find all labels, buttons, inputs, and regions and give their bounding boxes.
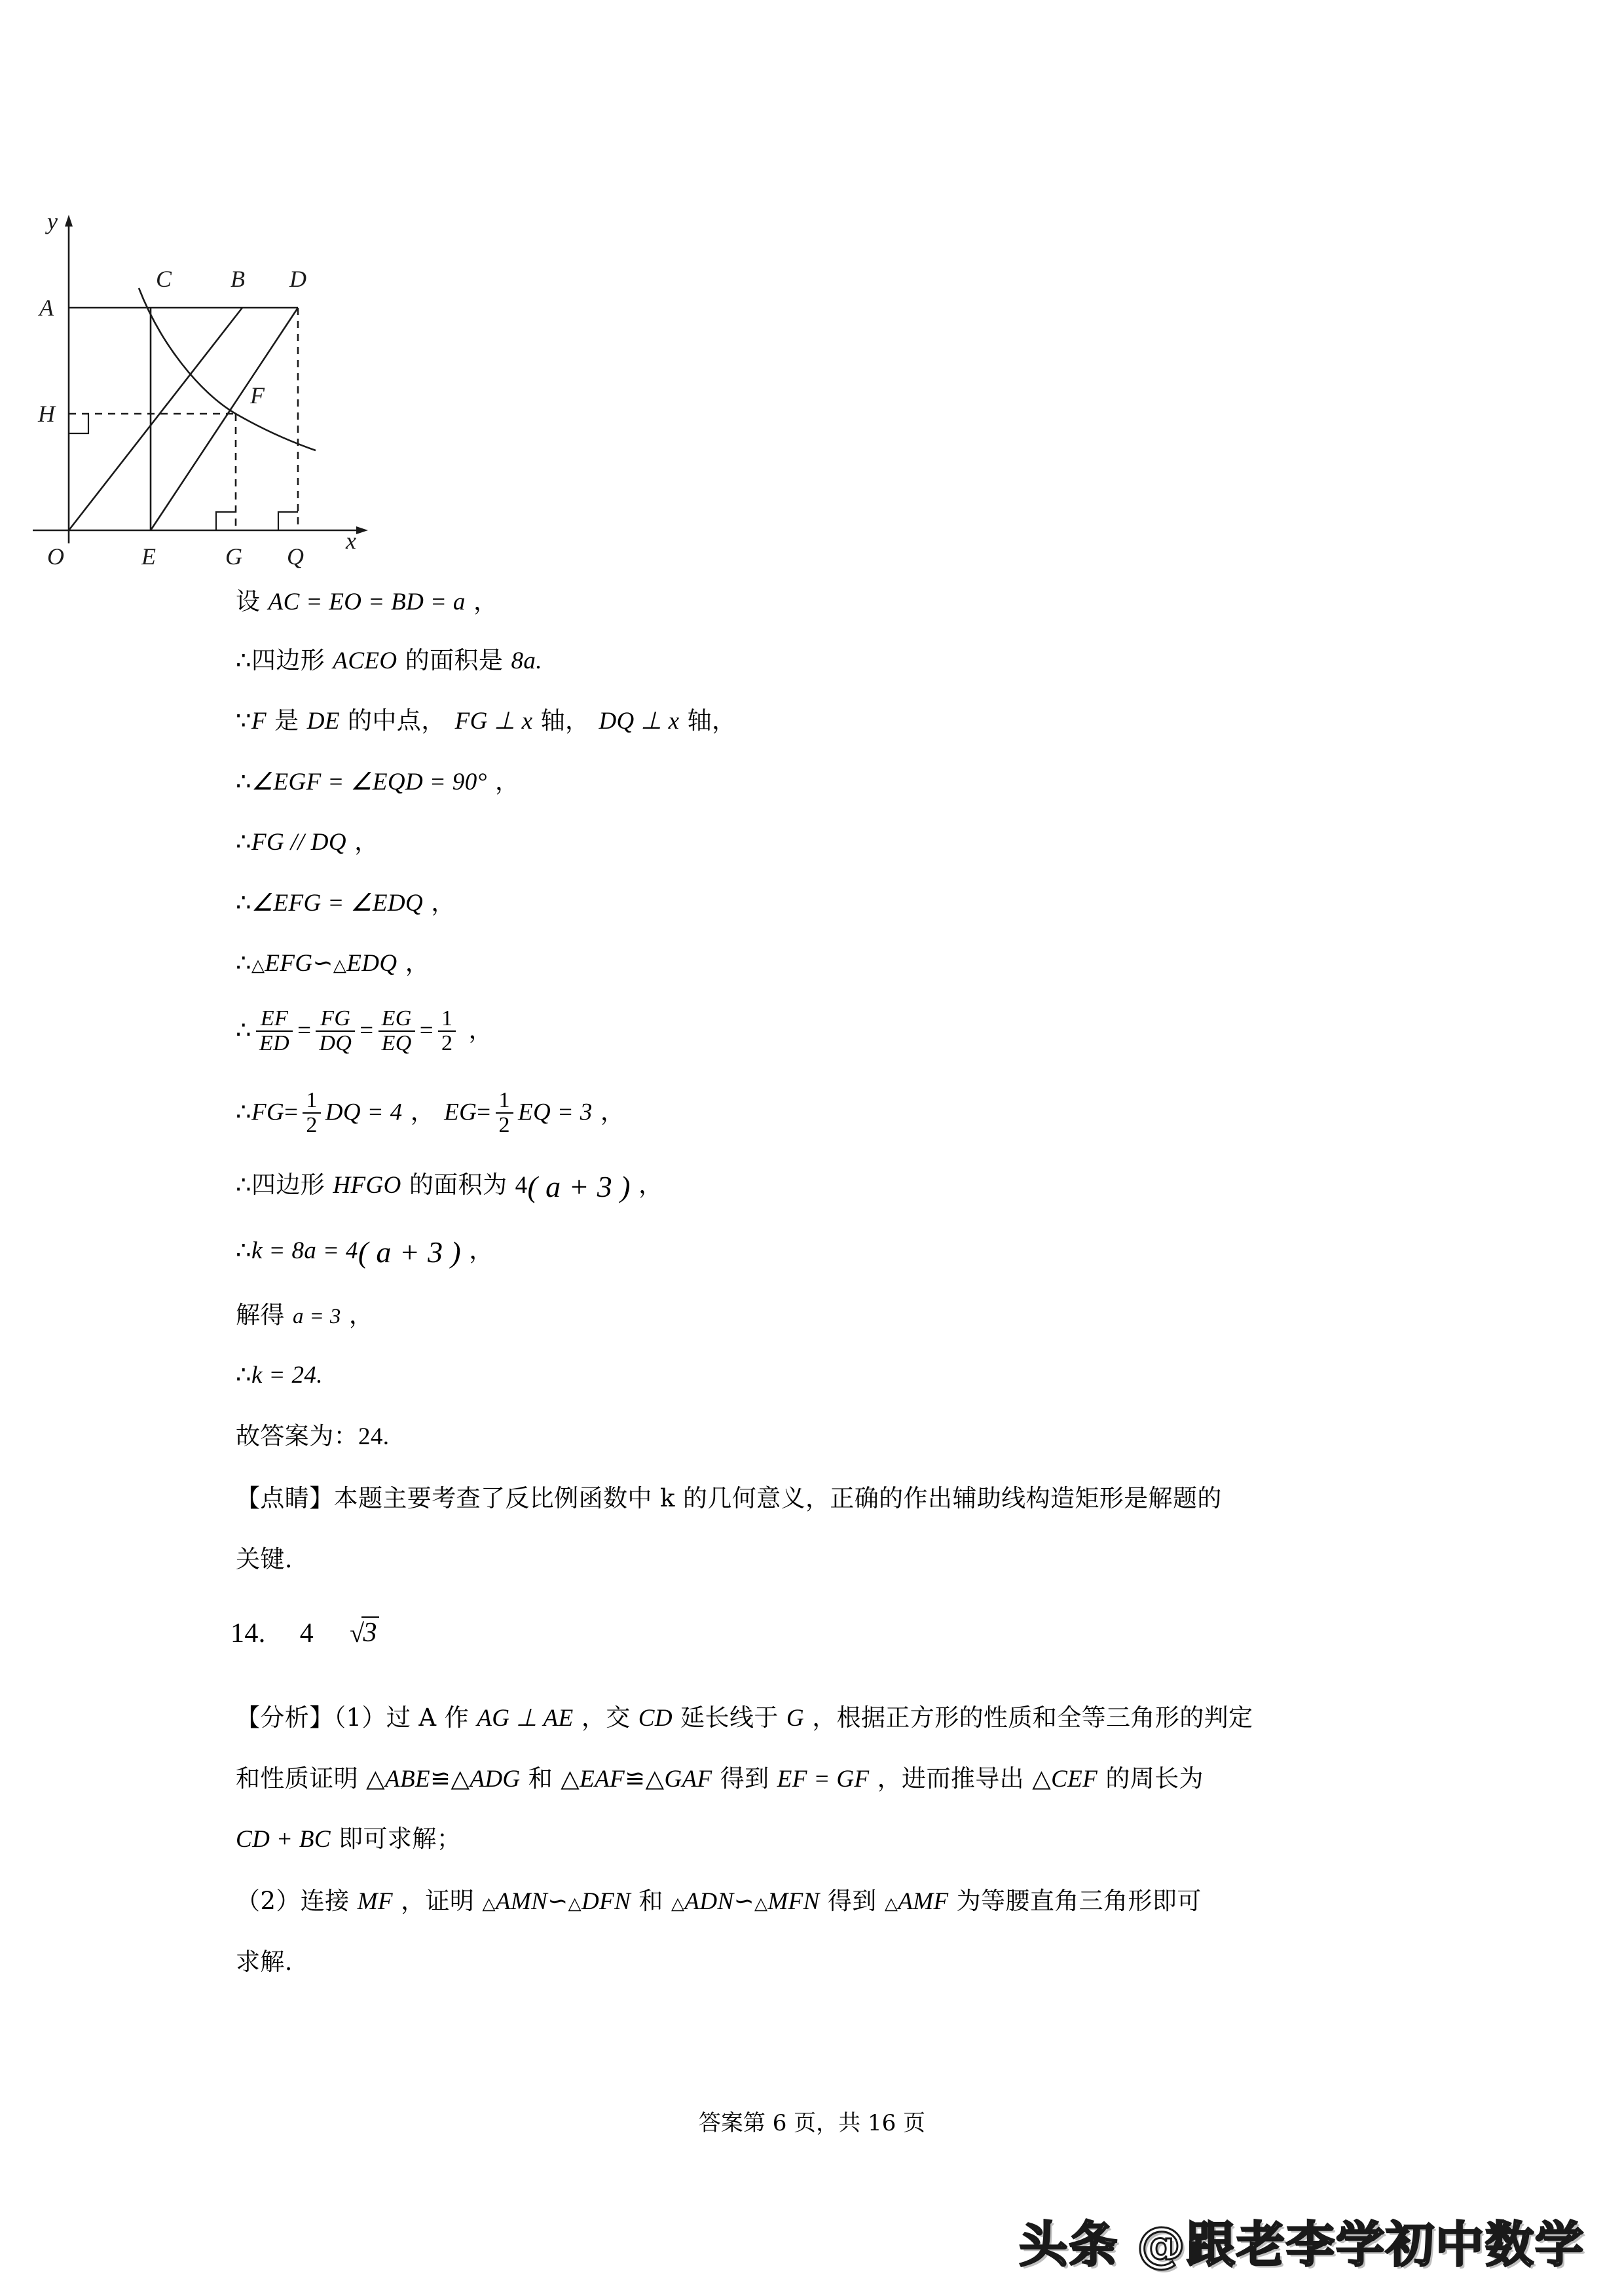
therefore-symbol-4: ∴ bbox=[236, 890, 251, 917]
line10-post: ， bbox=[630, 1171, 663, 1199]
page-footer: 答案第 6 页，共 16 页 bbox=[698, 2110, 926, 2136]
a1l2-m2: ADG bbox=[470, 1766, 521, 1793]
a2l1-m1: MF bbox=[357, 1888, 393, 1915]
line13-math: k = 24. bbox=[251, 1362, 323, 1389]
line12-post: ， bbox=[341, 1301, 374, 1329]
figure-label-C: C bbox=[156, 266, 172, 292]
a2l1-m6: AMF bbox=[898, 1888, 949, 1915]
fraction-FG-DQ bbox=[316, 1007, 355, 1055]
frac4-num: 1 bbox=[441, 1006, 453, 1030]
line10-cn1: 四边形 bbox=[251, 1171, 333, 1199]
solution-line-6 bbox=[236, 890, 456, 915]
a2l1-cn2: ，证明 bbox=[392, 1887, 483, 1915]
a1l2-m6: CEF bbox=[1051, 1766, 1098, 1793]
figure-label-B: B bbox=[231, 266, 245, 292]
line3-m2: DE bbox=[306, 708, 340, 735]
a2l1-cn1: 连接 bbox=[300, 1887, 358, 1915]
radical-symbol: √ bbox=[350, 1618, 365, 1648]
a1l2-m4: GAF bbox=[664, 1766, 712, 1793]
a1l2-cn1: 和性质证明 bbox=[236, 1764, 367, 1793]
solution-line-5 bbox=[236, 829, 379, 854]
therefore-symbol-9: ∴ bbox=[236, 1237, 251, 1264]
line2-quad: ACEO bbox=[333, 647, 397, 674]
fraction-one-half-3 bbox=[496, 1089, 513, 1137]
a2l1-m3: DFN bbox=[581, 1888, 631, 1915]
analysis-line-5 bbox=[236, 1950, 293, 1974]
a2l2-cn: 求解. bbox=[236, 1948, 293, 1976]
a1l2-m1: ABE bbox=[385, 1766, 431, 1793]
line10-quad: HFGO bbox=[333, 1172, 401, 1199]
a2l1-m5: MFN bbox=[767, 1888, 820, 1915]
line12-cn: 解得 bbox=[236, 1301, 293, 1329]
a1l1-m3: G bbox=[786, 1705, 805, 1732]
line9-eq2: = bbox=[477, 1099, 491, 1126]
similar-symbol-1: ∽ bbox=[312, 950, 333, 977]
figure-label-F: F bbox=[250, 382, 265, 409]
coordinate-geometry-figure bbox=[20, 203, 386, 570]
line9-m2: EQ = 3 bbox=[517, 1099, 593, 1126]
line5-math: FG // DQ bbox=[251, 829, 346, 856]
because-symbol: ∵ bbox=[236, 708, 251, 735]
line3-m1: F bbox=[251, 708, 267, 735]
line3-cn2: 的中点， bbox=[339, 706, 446, 735]
analysis-line-2 bbox=[236, 1766, 1204, 1791]
frac5-den: 2 bbox=[303, 1112, 320, 1137]
line3-cn3: 轴， bbox=[532, 706, 590, 735]
a2l1-m2: AMN bbox=[495, 1888, 548, 1915]
therefore-symbol-7: ∴ bbox=[236, 1099, 251, 1126]
therefore-symbol-3: ∴ bbox=[236, 829, 251, 856]
figure-label-G: G bbox=[225, 543, 242, 570]
triangle-symbol-10: △ bbox=[671, 1894, 685, 1913]
line3-m4: DQ ⊥ x bbox=[599, 708, 680, 735]
a1l3-cn: 即可求解； bbox=[330, 1825, 462, 1853]
a1l2-cn4: ，进而推导出 bbox=[869, 1764, 1033, 1793]
triangle-symbol-7: △ bbox=[1032, 1766, 1052, 1793]
line10-cn2: 的面积为 bbox=[401, 1171, 515, 1199]
similar-symbol-2: ∽ bbox=[547, 1888, 568, 1915]
line1-prefix: 设 bbox=[236, 587, 268, 615]
solution-line-4 bbox=[236, 769, 519, 794]
congruent-symbol-1: ≌ bbox=[430, 1766, 451, 1793]
analysis-line-1 bbox=[236, 1705, 1253, 1730]
line11-post: ， bbox=[461, 1236, 494, 1264]
line4-math: ∠EGF = ∠EQD = 90° bbox=[251, 769, 487, 795]
a1l1-cn4: ，根据正方形的性质和全等三角形的判定 bbox=[804, 1704, 1253, 1732]
line11-paren: ( a + 3 ) bbox=[358, 1235, 462, 1269]
therefore-symbol: ∴ bbox=[236, 647, 251, 674]
line5-post: ， bbox=[346, 828, 379, 856]
line9-EG: EG bbox=[444, 1099, 477, 1126]
line3-cn1: 是 bbox=[266, 706, 307, 735]
fraction-one-half-1 bbox=[438, 1007, 456, 1055]
triangle-symbol-5: △ bbox=[561, 1766, 580, 1793]
watermark-text: 头条 @跟老李学初中数学 bbox=[1019, 2217, 1585, 2273]
line9-eq1: = bbox=[284, 1099, 299, 1126]
therefore-symbol-6: ∴ bbox=[236, 1017, 251, 1044]
insight-line-2 bbox=[236, 1547, 293, 1571]
insight-line-1 bbox=[236, 1486, 1222, 1510]
answer-part-1: 4 bbox=[299, 1618, 314, 1649]
a1l2-m3: EAF bbox=[580, 1766, 625, 1793]
therefore-symbol-8: ∴ bbox=[236, 1172, 251, 1199]
solution-line-3 bbox=[236, 708, 736, 733]
analysis-tag: 【分析】 bbox=[236, 1704, 334, 1732]
line2-value: 8a. bbox=[511, 647, 542, 674]
a2l1-cn5: 为等腰直角三角形即可 bbox=[948, 1887, 1202, 1915]
line9-FG: FG bbox=[251, 1099, 285, 1126]
frac6-num: 1 bbox=[498, 1088, 510, 1112]
congruent-symbol-2: ≌ bbox=[625, 1766, 646, 1793]
line14-cn: 故答案为： bbox=[236, 1422, 358, 1450]
frac3-num: EG bbox=[381, 1006, 412, 1030]
a2l1-cn3: 和 bbox=[631, 1887, 671, 1915]
solution-line-7 bbox=[236, 951, 430, 975]
frac4-den: 2 bbox=[438, 1030, 456, 1055]
line10-val: 4 bbox=[515, 1172, 528, 1199]
fraction-EF-ED bbox=[256, 1007, 293, 1055]
line6-math: ∠EFG = ∠EDQ bbox=[251, 890, 424, 917]
triangle-symbol-12: △ bbox=[884, 1894, 898, 1913]
analysis-line-3 bbox=[236, 1827, 461, 1851]
a1l2-cn2: 和 bbox=[520, 1764, 561, 1793]
a1l1-m2: CD bbox=[638, 1705, 673, 1732]
figure-label-D: D bbox=[289, 266, 306, 292]
solution-line-2 bbox=[236, 648, 542, 673]
triangle-symbol-11: △ bbox=[754, 1894, 768, 1913]
frac2-num: FG bbox=[320, 1006, 351, 1030]
a1l1-m1: AG ⊥ AE bbox=[477, 1705, 574, 1732]
line6-post: ， bbox=[423, 888, 456, 917]
line10-paren: ( a + 3 ) bbox=[527, 1170, 631, 1203]
line14-val: 24. bbox=[358, 1423, 390, 1450]
a2l1-cn4: 得到 bbox=[819, 1887, 885, 1915]
figure-label-y: y bbox=[47, 208, 58, 234]
triangle-symbol-3: △ bbox=[366, 1766, 386, 1793]
line2-cn2: 的面积是 bbox=[397, 646, 511, 674]
fraction-EG-EQ bbox=[378, 1007, 415, 1055]
solution-line-8: ∴ $\frac{EF}{ED}$ = $\frac{FG}{DQ}$ = $\frac{EG}{EQ}$ = $\frac{1}{2}$ ， bbox=[236, 1006, 493, 1056]
line9-m1: DQ = 4 bbox=[325, 1099, 403, 1126]
analysis-line-4 bbox=[236, 1889, 1202, 1914]
insight-tag: 【点睛】 bbox=[236, 1484, 334, 1512]
fraction-one-half-2 bbox=[303, 1089, 320, 1137]
a1l2-cn5: 的周长为 bbox=[1098, 1764, 1204, 1793]
a1l1-cn3: 延长线于 bbox=[672, 1704, 786, 1732]
a1l1-cn1: 过 A 作 bbox=[386, 1704, 477, 1732]
square-root-expression bbox=[348, 1617, 379, 1647]
frac5-num: 1 bbox=[306, 1088, 318, 1112]
line8-post: ， bbox=[460, 1015, 493, 1044]
therefore-symbol-10: ∴ bbox=[236, 1362, 251, 1389]
analysis-part2-label: （2） bbox=[236, 1887, 301, 1915]
radicand: 3 bbox=[361, 1616, 378, 1647]
figure-label-E: E bbox=[141, 543, 156, 570]
figure-label-x: x bbox=[346, 528, 356, 554]
line1-math: AC = EO = BD = a bbox=[268, 589, 466, 615]
frac6-den: 2 bbox=[496, 1112, 513, 1137]
therefore-symbol-2: ∴ bbox=[236, 769, 251, 795]
line7-m1: EFG bbox=[265, 950, 313, 977]
line12-math: a = 3 bbox=[292, 1305, 341, 1328]
a1l2-cn3: 得到 bbox=[712, 1764, 777, 1793]
line9-post: ， bbox=[592, 1097, 625, 1126]
a2l1-m4: ADN bbox=[684, 1888, 734, 1915]
triangle-symbol-2: △ bbox=[333, 956, 347, 975]
line9-sep: ， bbox=[402, 1097, 435, 1126]
triangle-symbol-4: △ bbox=[451, 1766, 470, 1793]
line3-cn4: 轴， bbox=[679, 706, 737, 735]
line11-math: k = 8a = 4 bbox=[251, 1237, 358, 1264]
a1l2-m5: EF = GF bbox=[777, 1766, 870, 1793]
solution-line-12 bbox=[236, 1303, 373, 1328]
line1-post: ， bbox=[465, 587, 498, 615]
triangle-symbol-9: △ bbox=[568, 1894, 582, 1913]
solution-line-13 bbox=[236, 1363, 323, 1387]
figure-label-Q: Q bbox=[287, 543, 304, 570]
triangle-symbol-1: △ bbox=[251, 956, 265, 975]
line7-post: ， bbox=[397, 949, 430, 977]
line3-m3: FG ⊥ x bbox=[454, 708, 533, 735]
line7-m2: EDQ bbox=[346, 950, 397, 977]
solution-final-answer bbox=[236, 1424, 389, 1449]
triangle-symbol-6: △ bbox=[645, 1766, 665, 1793]
line4-post: ， bbox=[487, 767, 520, 795]
therefore-symbol-5: ∴ bbox=[236, 950, 251, 977]
figure-label-O: O bbox=[47, 543, 64, 570]
question-number: 14. bbox=[231, 1618, 266, 1649]
a1l1-cn2: ，交 bbox=[573, 1704, 638, 1732]
a1l3-math: CD + BC bbox=[236, 1826, 331, 1853]
frac3-den: EQ bbox=[378, 1030, 415, 1055]
frac2-den: DQ bbox=[316, 1030, 355, 1055]
solution-line-1 bbox=[236, 589, 498, 614]
triangle-symbol-8: △ bbox=[482, 1894, 496, 1913]
frac1-num: EF bbox=[260, 1006, 289, 1030]
analysis-part1-label: （1） bbox=[333, 1704, 386, 1732]
frac1-den: ED bbox=[256, 1030, 293, 1055]
solution-line-10 bbox=[236, 1172, 663, 1202]
figure-label-H: H bbox=[38, 401, 55, 427]
line2-cn1: 四边形 bbox=[251, 646, 333, 674]
solution-line-11 bbox=[236, 1237, 494, 1267]
similar-symbol-3: ∽ bbox=[733, 1888, 754, 1915]
insight-text-1: 本题主要考查了反比例函数中 k 的几何意义，正确的作出辅助线构造矩形是解题的 bbox=[333, 1484, 1222, 1512]
figure-label-A: A bbox=[39, 295, 54, 321]
question-14-answer bbox=[231, 1617, 379, 1647]
solution-line-9 bbox=[236, 1090, 625, 1139]
insight-text-2: 关键. bbox=[236, 1545, 293, 1573]
